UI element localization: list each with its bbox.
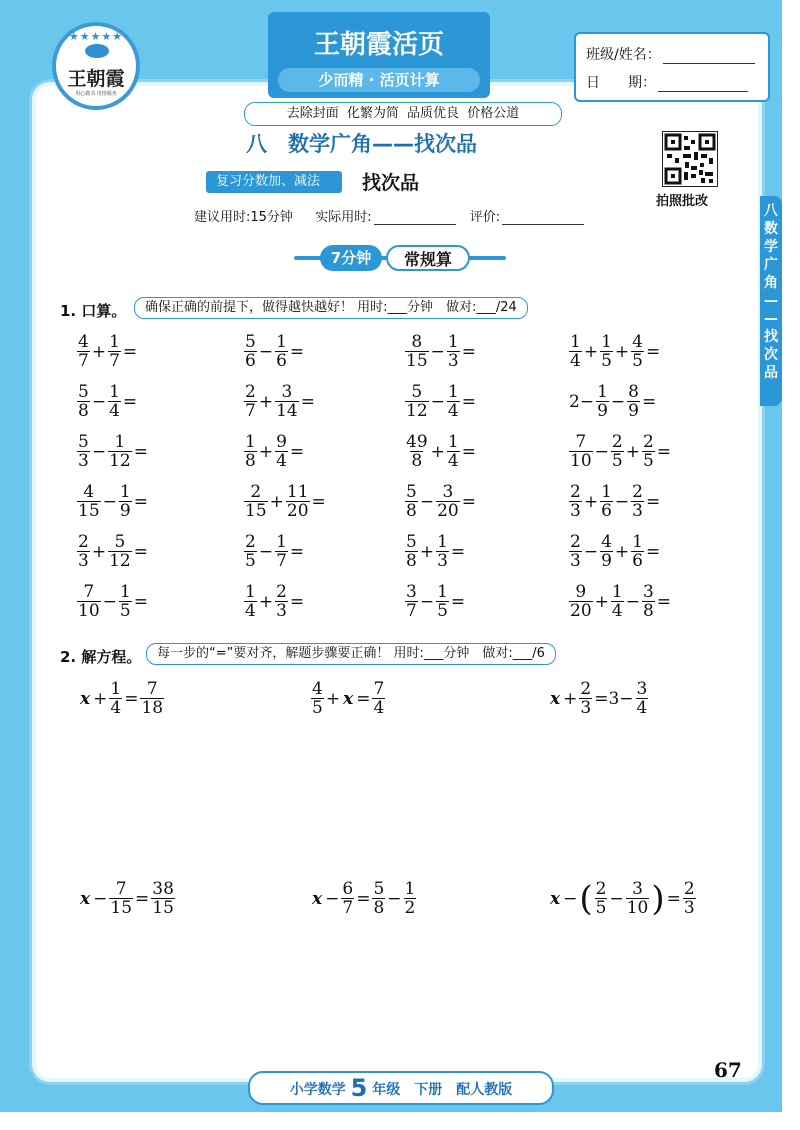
side-tab-char: 角	[764, 275, 778, 291]
logo-tagline: 用心做书 用情服务	[75, 91, 117, 97]
series-subtitle: 少而精 · 活页计算	[278, 68, 480, 92]
qr-code-icon[interactable]	[662, 131, 718, 187]
equation-3: x + $\frac{2}{3}$ =3− $\frac{3}{4}$	[550, 679, 648, 718]
q2-heading: 2. 解方程。	[60, 648, 142, 666]
evaluation-field[interactable]	[502, 224, 584, 225]
actual-time-field[interactable]	[374, 224, 456, 225]
side-tab-char: 找	[764, 329, 778, 345]
lesson-title: 找次品	[362, 172, 420, 194]
oral-problem-8: 2− $\frac{1}{9}$ − $\frac{8}{9}$ =	[569, 382, 657, 421]
section-banner	[294, 245, 506, 271]
side-tab-char: —	[764, 311, 778, 327]
qr-label: 拍照批改	[656, 194, 709, 209]
oral-problem-6: $\frac{2}{7}$ + $\frac{3}{14}$ =	[245, 382, 315, 421]
slogan-banner: 去除封面 化繁为简 品质优良 价格公道	[244, 102, 562, 126]
equation-5: x − $\frac{6}{7}$ = $\frac{5}{8}$ − $\frac{1}{2}$	[312, 879, 416, 918]
oral-problem-10: $\frac{1}{8}$ + $\frac{9}{4}$ =	[245, 432, 305, 471]
logo-stars-icon: ★★★★★	[68, 30, 124, 43]
student-info-box	[574, 32, 770, 102]
oral-problem-9: $\frac{5}{3}$ − $\frac{1}{12}$ =	[78, 432, 148, 471]
equation-6: x − ( $\frac{2}{5}$ − $\frac{3}{10}$ ) = $\frac{2}{3}$	[550, 878, 695, 919]
side-tab-char: 八	[764, 203, 778, 219]
oral-problem-23: $\frac{3}{7}$ − $\frac{1}{5}$ =	[406, 582, 466, 621]
oral-problem-1: $\frac{4}{7}$ + $\frac{1}{7}$ =	[78, 332, 138, 371]
logo-eye-icon	[85, 44, 109, 58]
equation-2: $\frac{4}{5}$ + x = $\frac{7}{4}$	[312, 679, 385, 718]
oral-problem-16: $\frac{2}{3}$ + $\frac{1}{6}$ − $\frac{2}{3}$ =	[570, 482, 661, 521]
evaluation-label: 评价:	[469, 210, 501, 225]
oral-problem-18: $\frac{2}{5}$ − $\frac{1}{7}$ =	[245, 532, 305, 571]
footer-suffix: 年级 下册 配人教版	[367, 1082, 513, 1098]
oral-problem-13: $\frac{4}{15}$ − $\frac{1}{9}$ =	[78, 482, 148, 521]
class-name-row	[586, 44, 755, 64]
class-name-label: 班级/姓名：	[586, 47, 661, 63]
oral-problem-4: $\frac{1}{4}$ + $\frac{1}{5}$ + $\frac{4}{5}$ =	[570, 332, 661, 371]
footer-grade: 5	[350, 1074, 368, 1102]
q1-note: 确保正确的前提下，做得越快越好！ 用时:___分钟 做对:___/24	[134, 297, 528, 319]
oral-problem-3: $\frac{8}{15}$ − $\frac{1}{3}$ =	[406, 332, 476, 371]
oral-problem-7: $\frac{5}{12}$ − $\frac{1}{4}$ =	[406, 382, 476, 421]
oral-problem-2: $\frac{5}{6}$ − $\frac{1}{6}$ =	[245, 332, 305, 371]
side-tab-char: 学	[764, 239, 778, 255]
review-tag	[206, 171, 356, 193]
logo-brand: 王朝霞	[67, 68, 125, 90]
oral-problem-12: $\frac{7}{10}$ − $\frac{2}{5}$ + $\frac{2}{5}$ =	[570, 432, 672, 471]
side-tab-char: 品	[764, 365, 778, 381]
equation-4: x − $\frac{7}{15}$ = $\frac{38}{15}$	[80, 879, 174, 918]
section-minutes: 7分钟	[320, 245, 382, 271]
page-number: 67	[714, 1058, 742, 1082]
oral-problem-22: $\frac{1}{4}$ + $\frac{2}{3}$ =	[245, 582, 305, 621]
q1-heading: 1. 口算。	[60, 302, 127, 320]
series-title-box	[268, 12, 490, 98]
review-tag-label: 复习分数加、减法	[206, 171, 342, 193]
oral-problem-20: $\frac{2}{3}$ − $\frac{4}{9}$ + $\frac{1}{6}$ =	[570, 532, 661, 571]
side-tab-char: 次	[764, 347, 778, 363]
equation-1: x + $\frac{1}{4}$ = $\frac{7}{18}$	[80, 679, 164, 718]
oral-problem-14: $\frac{2}{15}$ + $\frac{11}{20}$ =	[245, 482, 326, 521]
footer-bar	[248, 1071, 554, 1105]
oral-problem-15: $\frac{5}{8}$ − $\frac{3}{20}$ =	[406, 482, 476, 521]
date-row	[586, 72, 748, 92]
suggested-time: 建议用时:15分钟	[194, 210, 293, 225]
date-label: 日 期：	[586, 75, 656, 91]
oral-problem-11: $\frac{49}{8}$ + $\frac{1}{4}$ =	[406, 432, 476, 471]
time-row	[194, 206, 594, 225]
series-title: 王朝霞活页	[313, 30, 444, 60]
oral-problem-24: $\frac{9}{20}$ + $\frac{1}{4}$ − $\frac{3}{8}$ =	[570, 582, 672, 621]
oral-problem-21: $\frac{7}{10}$ − $\frac{1}{5}$ =	[78, 582, 148, 621]
side-tab-char: 广	[764, 257, 778, 273]
date-field[interactable]	[658, 91, 748, 92]
side-chapter-tab	[760, 196, 782, 406]
side-tab-char: 数	[764, 221, 778, 237]
oral-problem-17: $\frac{2}{3}$ + $\frac{5}{12}$ =	[78, 532, 148, 571]
publisher-logo	[52, 22, 140, 110]
oral-problem-5: $\frac{5}{8}$ − $\frac{1}{4}$ =	[78, 382, 138, 421]
q2-note: 每一步的“=”要对齐，解题步骤要正确！ 用时:___分钟 做对:___/6	[146, 643, 556, 665]
chapter-title: 八 数学广角——找次品	[246, 132, 477, 156]
section-name: 常规算	[386, 245, 470, 271]
actual-time-label: 实际用时:	[315, 210, 372, 225]
class-name-field[interactable]	[663, 63, 755, 64]
side-tab-char: —	[764, 293, 778, 309]
footer-prefix: 小学数学	[289, 1082, 351, 1098]
oral-problem-19: $\frac{5}{8}$ + $\frac{1}{3}$ =	[406, 532, 466, 571]
